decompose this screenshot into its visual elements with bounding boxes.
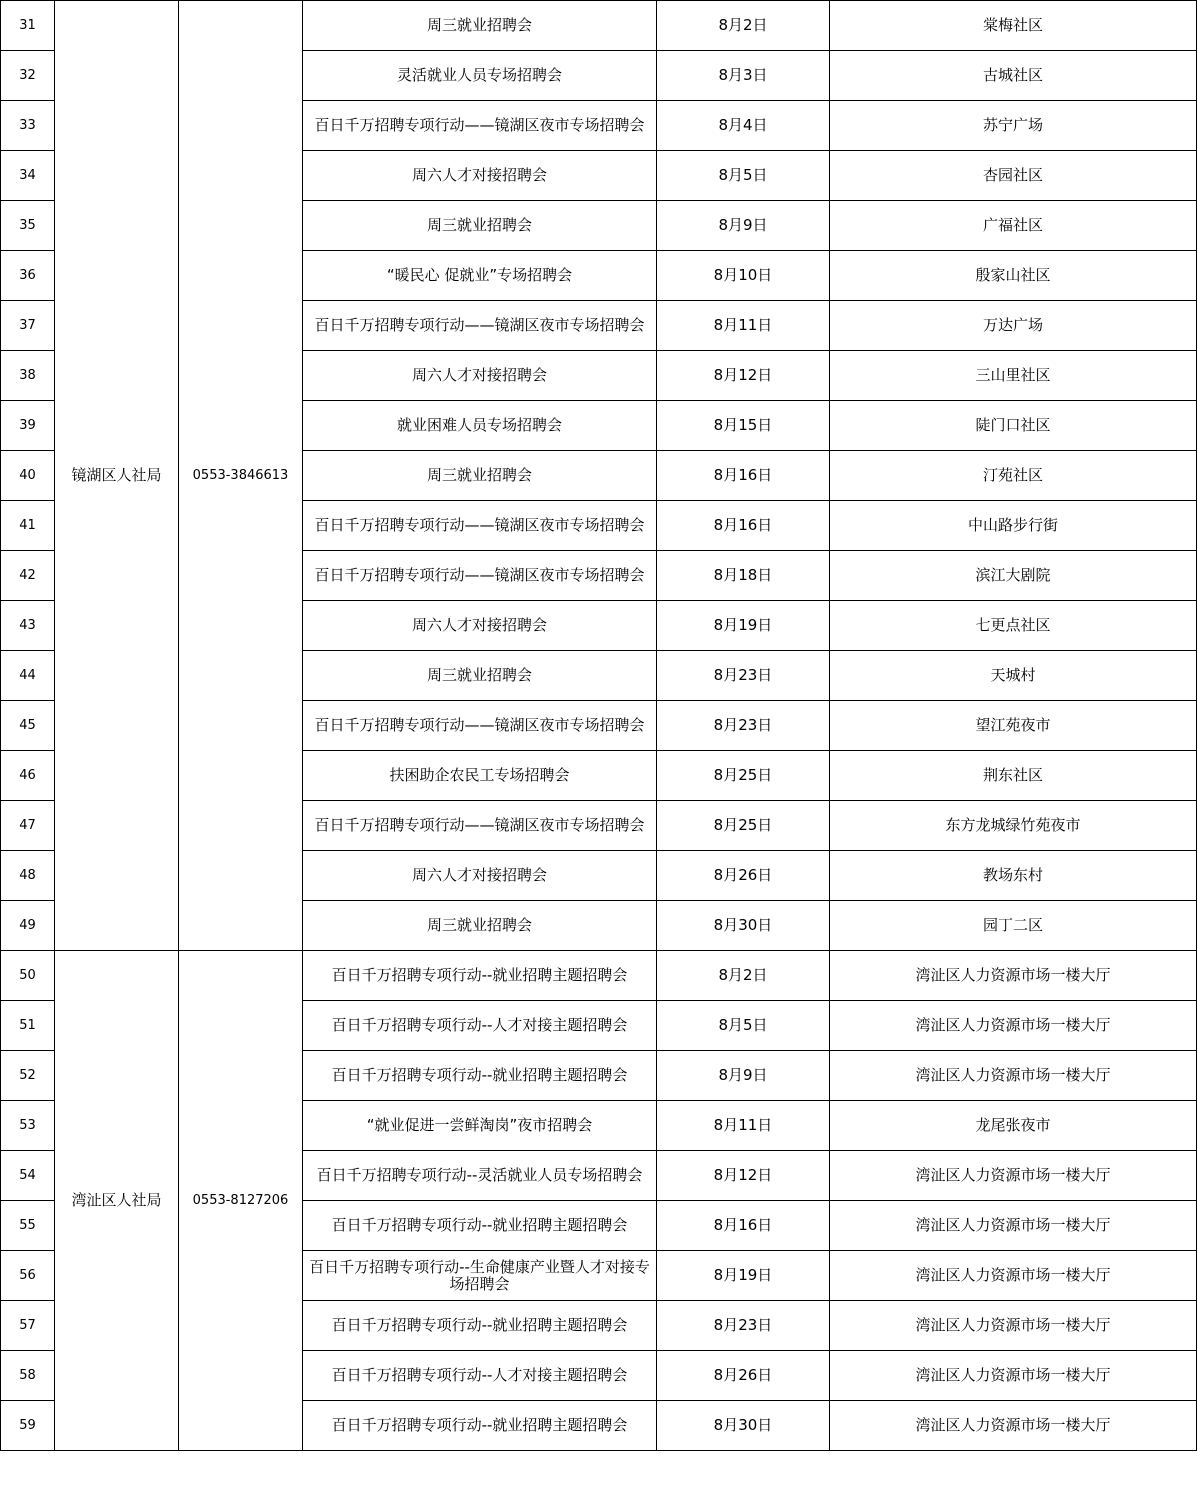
event-location-cell: 荆东社区: [830, 751, 1197, 801]
table-row: [1, 1, 1197, 51]
row-number-cell: 36: [1, 251, 55, 301]
event-name-cell: 周六人才对接招聘会: [303, 351, 657, 401]
row-number-cell: 51: [1, 1001, 55, 1051]
event-date-cell: 8月11日: [657, 301, 830, 351]
event-location-cell: 广福社区: [830, 201, 1197, 251]
row-number-cell: 56: [1, 1251, 55, 1301]
event-name-cell: 百日千万招聘专项行动--就业招聘主题招聘会: [303, 951, 657, 1001]
event-date-cell: 8月16日: [657, 501, 830, 551]
event-name-cell: 百日千万招聘专项行动--灵活就业人员专场招聘会: [303, 1151, 657, 1201]
row-number-cell: 44: [1, 651, 55, 701]
event-name-cell: 百日千万招聘专项行动--生命健康产业暨人才对接专场招聘会: [303, 1251, 657, 1301]
event-name-cell: 百日千万招聘专项行动——镜湖区夜市专场招聘会: [303, 101, 657, 151]
event-name-cell: 百日千万招聘专项行动——镜湖区夜市专场招聘会: [303, 801, 657, 851]
event-location-cell: 园丁二区: [830, 901, 1197, 951]
event-name-cell: 周三就业招聘会: [303, 1, 657, 51]
organizer-cell: 镜湖区人社局: [55, 1, 179, 951]
event-date-cell: 8月2日: [657, 951, 830, 1001]
event-location-cell: 陡门口社区: [830, 401, 1197, 451]
row-number-cell: 42: [1, 551, 55, 601]
row-number-cell: 37: [1, 301, 55, 351]
event-location-cell: 万达广场: [830, 301, 1197, 351]
event-date-cell: 8月9日: [657, 201, 830, 251]
event-name-cell: 周六人才对接招聘会: [303, 151, 657, 201]
event-name-cell: 百日千万招聘专项行动——镜湖区夜市专场招聘会: [303, 501, 657, 551]
event-location-cell: 汀苑社区: [830, 451, 1197, 501]
event-name-cell: 周六人才对接招聘会: [303, 601, 657, 651]
event-date-cell: 8月23日: [657, 651, 830, 701]
event-name-cell: 扶困助企农民工专场招聘会: [303, 751, 657, 801]
row-number-cell: 50: [1, 951, 55, 1001]
event-location-cell: 湾沚区人力资源市场一楼大厅: [830, 1001, 1197, 1051]
event-location-cell: 湾沚区人力资源市场一楼大厅: [830, 1051, 1197, 1101]
event-date-cell: 8月19日: [657, 601, 830, 651]
event-location-cell: 湾沚区人力资源市场一楼大厅: [830, 1401, 1197, 1451]
event-name-cell: 灵活就业人员专场招聘会: [303, 51, 657, 101]
event-location-cell: 七更点社区: [830, 601, 1197, 651]
table-row: [1, 951, 1197, 1001]
event-date-cell: 8月5日: [657, 1001, 830, 1051]
event-location-cell: 湾沚区人力资源市场一楼大厅: [830, 951, 1197, 1001]
event-date-cell: 8月15日: [657, 401, 830, 451]
row-number-cell: 48: [1, 851, 55, 901]
event-date-cell: 8月12日: [657, 1151, 830, 1201]
event-date-cell: 8月23日: [657, 1301, 830, 1351]
event-date-cell: 8月16日: [657, 451, 830, 501]
event-location-cell: 杏园社区: [830, 151, 1197, 201]
event-date-cell: 8月10日: [657, 251, 830, 301]
row-number-cell: 54: [1, 1151, 55, 1201]
event-date-cell: 8月5日: [657, 151, 830, 201]
event-location-cell: 湾沚区人力资源市场一楼大厅: [830, 1151, 1197, 1201]
row-number-cell: 41: [1, 501, 55, 551]
row-number-cell: 49: [1, 901, 55, 951]
row-number-cell: 43: [1, 601, 55, 651]
event-location-cell: 湾沚区人力资源市场一楼大厅: [830, 1251, 1197, 1301]
event-name-cell: 周三就业招聘会: [303, 901, 657, 951]
row-number-cell: 52: [1, 1051, 55, 1101]
event-date-cell: 8月25日: [657, 801, 830, 851]
row-number-cell: 39: [1, 401, 55, 451]
event-location-cell: 中山路步行街: [830, 501, 1197, 551]
event-name-cell: 百日千万招聘专项行动--就业招聘主题招聘会: [303, 1401, 657, 1451]
row-number-cell: 31: [1, 1, 55, 51]
event-date-cell: 8月23日: [657, 701, 830, 751]
row-number-cell: 38: [1, 351, 55, 401]
row-number-cell: 53: [1, 1101, 55, 1151]
event-date-cell: 8月18日: [657, 551, 830, 601]
event-location-cell: 湾沚区人力资源市场一楼大厅: [830, 1351, 1197, 1401]
event-name-cell: 就业困难人员专场招聘会: [303, 401, 657, 451]
row-number-cell: 59: [1, 1401, 55, 1451]
event-name-cell: “暖民心 促就业”专场招聘会: [303, 251, 657, 301]
row-number-cell: 34: [1, 151, 55, 201]
event-date-cell: 8月30日: [657, 901, 830, 951]
row-number-cell: 32: [1, 51, 55, 101]
phone-cell: 0553-3846613: [179, 1, 303, 951]
event-name-cell: 百日千万招聘专项行动--就业招聘主题招聘会: [303, 1201, 657, 1251]
event-date-cell: 8月26日: [657, 851, 830, 901]
row-number-cell: 35: [1, 201, 55, 251]
event-location-cell: 湾沚区人力资源市场一楼大厅: [830, 1301, 1197, 1351]
event-location-cell: 龙尾张夜市: [830, 1101, 1197, 1151]
event-date-cell: 8月30日: [657, 1401, 830, 1451]
event-date-cell: 8月4日: [657, 101, 830, 151]
row-number-cell: 45: [1, 701, 55, 751]
event-date-cell: 8月25日: [657, 751, 830, 801]
row-number-cell: 33: [1, 101, 55, 151]
event-date-cell: 8月9日: [657, 1051, 830, 1101]
event-name-cell: 周三就业招聘会: [303, 201, 657, 251]
event-location-cell: 古城社区: [830, 51, 1197, 101]
event-location-cell: 苏宁广场: [830, 101, 1197, 151]
event-date-cell: 8月2日: [657, 1, 830, 51]
phone-cell: 0553-8127206: [179, 951, 303, 1451]
event-location-cell: 湾沚区人力资源市场一楼大厅: [830, 1201, 1197, 1251]
event-location-cell: 教场东村: [830, 851, 1197, 901]
event-date-cell: 8月3日: [657, 51, 830, 101]
row-number-cell: 58: [1, 1351, 55, 1401]
event-date-cell: 8月26日: [657, 1351, 830, 1401]
event-date-cell: 8月16日: [657, 1201, 830, 1251]
table-body: [1, 1, 1197, 1451]
event-name-cell: 周六人才对接招聘会: [303, 851, 657, 901]
row-number-cell: 55: [1, 1201, 55, 1251]
event-name-cell: 周三就业招聘会: [303, 451, 657, 501]
event-name-cell: 百日千万招聘专项行动--就业招聘主题招聘会: [303, 1301, 657, 1351]
row-number-cell: 47: [1, 801, 55, 851]
event-name-cell: 百日千万招聘专项行动--就业招聘主题招聘会: [303, 1051, 657, 1101]
event-name-cell: 百日千万招聘专项行动--人才对接主题招聘会: [303, 1351, 657, 1401]
event-location-cell: 望江苑夜市: [830, 701, 1197, 751]
row-number-cell: 40: [1, 451, 55, 501]
event-location-cell: 殷家山社区: [830, 251, 1197, 301]
event-date-cell: 8月11日: [657, 1101, 830, 1151]
event-location-cell: 滨江大剧院: [830, 551, 1197, 601]
organizer-cell: 湾沚区人社局: [55, 951, 179, 1451]
event-name-cell: 周三就业招聘会: [303, 651, 657, 701]
event-location-cell: 东方龙城绿竹苑夜市: [830, 801, 1197, 851]
event-location-cell: 棠梅社区: [830, 1, 1197, 51]
event-location-cell: 天城村: [830, 651, 1197, 701]
event-date-cell: 8月19日: [657, 1251, 830, 1301]
event-name-cell: 百日千万招聘专项行动——镜湖区夜市专场招聘会: [303, 701, 657, 751]
event-name-cell: “就业促进一尝鲜淘岗”夜市招聘会: [303, 1101, 657, 1151]
row-number-cell: 46: [1, 751, 55, 801]
event-date-cell: 8月12日: [657, 351, 830, 401]
event-name-cell: 百日千万招聘专项行动——镜湖区夜市专场招聘会: [303, 551, 657, 601]
event-location-cell: 三山里社区: [830, 351, 1197, 401]
event-name-cell: 百日千万招聘专项行动——镜湖区夜市专场招聘会: [303, 301, 657, 351]
row-number-cell: 57: [1, 1301, 55, 1351]
event-name-cell: 百日千万招聘专项行动--人才对接主题招聘会: [303, 1001, 657, 1051]
